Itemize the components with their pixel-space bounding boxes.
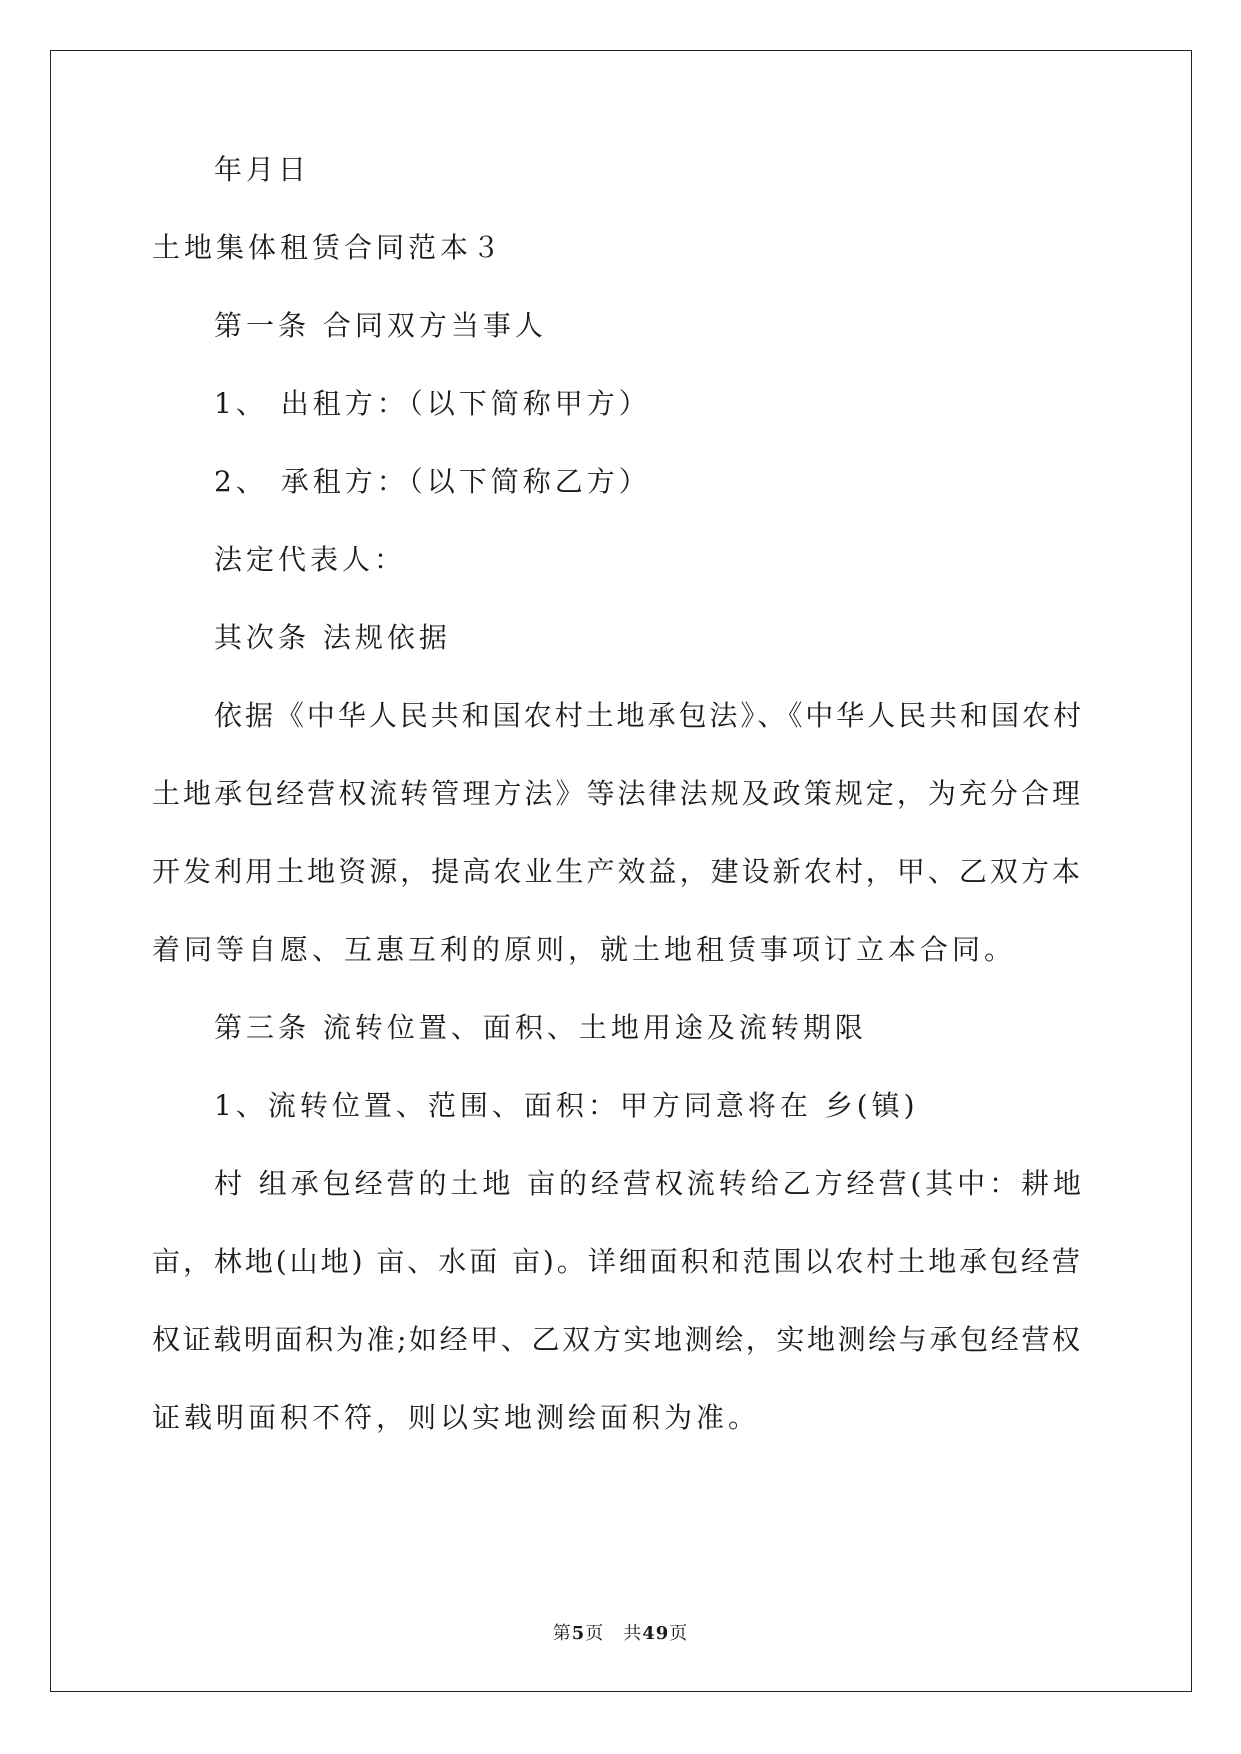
paragraph-line: 权证载明面积为准;如经甲、乙双方实地测绘，实地测绘与承包经营权 [152, 1323, 1082, 1356]
page-footer [0, 1622, 1241, 1646]
paragraph-line: 1、流转位置、范围、面积：甲方同意将在 乡(镇) [214, 1089, 919, 1122]
paragraph-line: 着同等自愿、互惠互利的原则，就土地租赁事项订立本合同。 [152, 933, 1017, 966]
document-title: 土地集体租赁合同范本３ [152, 231, 505, 264]
page-prefix: 第 [552, 1623, 572, 1644]
article-1-heading: 第一条 合同双方当事人 [214, 309, 547, 342]
total-page-number: 49 [642, 1623, 670, 1644]
date-line: 年月日 [214, 153, 311, 186]
paragraph-line: 开发利用土地资源，提高农业生产效益，建设新农村，甲、乙双方本 [152, 855, 1082, 888]
paragraph-line: 土地承包经营权流转管理方法》等法律法规及政策规定，为充分合理 [152, 777, 1082, 810]
party-lessor: 1、 出租方：（以下简称甲方） [214, 387, 651, 420]
paragraph-line: 亩，林地(山地) 亩、水面 亩)。详细面积和范围以农村土地承包经营 [152, 1245, 1082, 1278]
page-middle: 页 共 [585, 1623, 643, 1644]
paragraph-line: 依据《中华人民共和国农村土地承包法》、《中华人民共和国农村 [214, 699, 1082, 732]
legal-representative: 法定代表人： [214, 543, 407, 576]
paragraph-line: 证载明面积不符，则以实地测绘面积为准。 [152, 1401, 761, 1434]
party-lessee: 2、 承租方：（以下简称乙方） [214, 465, 651, 498]
current-page-number: 5 [571, 1623, 586, 1644]
paragraph-line: 村 组承包经营的土地 亩的经营权流转给乙方经营(其中：耕地 [214, 1167, 1082, 1200]
article-3-heading: 第三条 流转位置、面积、土地用途及流转期限 [214, 1011, 867, 1044]
article-2-heading: 其次条 法规依据 [214, 621, 451, 654]
page-suffix: 页 [669, 1623, 689, 1644]
